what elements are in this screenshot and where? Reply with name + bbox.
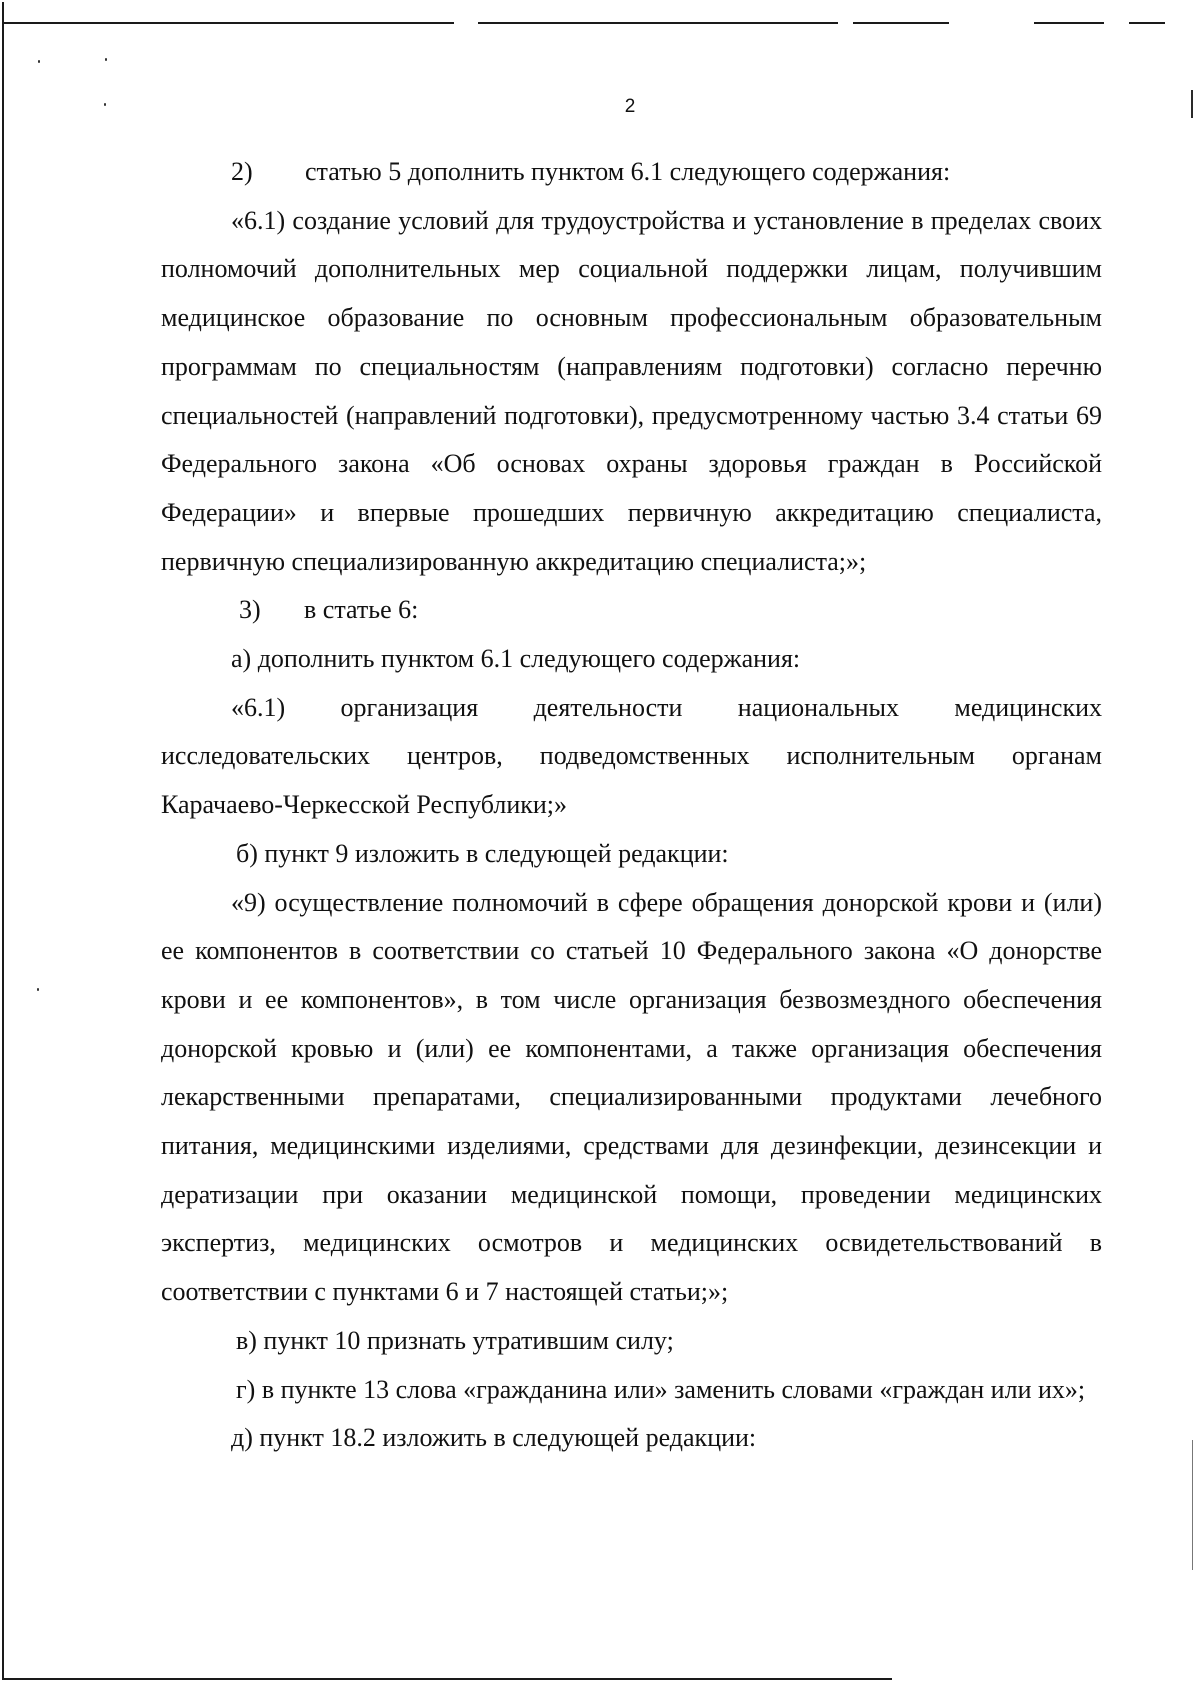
page-number: 2 — [624, 96, 636, 117]
subitem-b: б) пункт 9 изложить в следующей редакции: — [236, 838, 729, 868]
paragraph-6-1-employment: «6.1) создание условий для трудоустройства и установление в пределах своих полномочий дополнительных мер социальной поддержки лицам, получившим медицинское образование по основным профессиональным образовательным программам по специальностям (направлениям подготовки) согласно перечню специальностей (направлений подготовки), предусмотренному частью 3.4 статьи 69 Федерального закона «Об основах охраны здоровья граждан в Российской Федерации» и впервые прошедших первичную аккредитацию специалиста, первичную специализированную аккредитацию специалиста;»; — [161, 205, 1102, 576]
scan-speck — [37, 988, 39, 991]
scan-top-line — [1129, 22, 1165, 24]
scan-border-left — [2, 2, 4, 1678]
scan-speck — [38, 60, 40, 63]
list-item-text: в статье 6: — [304, 595, 419, 625]
list-item-2 — [161, 148, 1102, 197]
subitem-d: д) пункт 18.2 изложить в следующей редакции: — [231, 1423, 757, 1453]
scan-top-line — [4, 22, 454, 24]
list-item-3 — [161, 586, 1102, 635]
document-body — [161, 148, 1102, 1463]
scan-top-line — [478, 22, 838, 24]
paragraph-9-donor-blood: «9) осуществление полномочий в сфере обращения донорской крови и (или) ее компонентов в соответствии со статьей 10 Федерального закона «О донорстве крови и ее компонентов», в том числе организация безвозмездного обеспечения донорской кровью и (или) ее компонентами, а также организация обеспечения лекарственными препаратами, специализированными продуктами лечебного питания, медицинскими изделиями, средствами для дезинфекции, дезинсекции и дератизации при оказании медицинской помощи, проведении медицинских экспертиз, медицинских осмотров и медицинских освидетельствований в соответствии с пунктами 6 и 7 настоящей статьи;»; — [161, 887, 1102, 1307]
scan-top-line — [1034, 22, 1104, 24]
scan-top-line — [853, 22, 949, 24]
subitem-v: в) пункт 10 признать утратившим силу; — [236, 1325, 674, 1355]
subitem-a: а) дополнить пунктом 6.1 следующего содержания: — [231, 644, 801, 674]
scan-border-right-lower — [1192, 1440, 1193, 1570]
scan-border-bottom — [2, 1678, 892, 1680]
scan-speck — [105, 58, 107, 61]
paragraph-6-1-research-centers: «6.1) организация деятельности национальных медицинских исследовательских центров, подведомственных исполнительным органам Карачаево-Черкесской Республики;» — [161, 692, 1102, 820]
list-number: 2) — [231, 157, 253, 186]
list-item-text: статью 5 дополнить пунктом 6.1 следующего содержания: — [305, 157, 951, 186]
subitem-g: г) в пункте 13 слова «гражданина или» заменить словами «граждан или их»; — [236, 1374, 1086, 1404]
list-number: 3) — [239, 595, 261, 625]
